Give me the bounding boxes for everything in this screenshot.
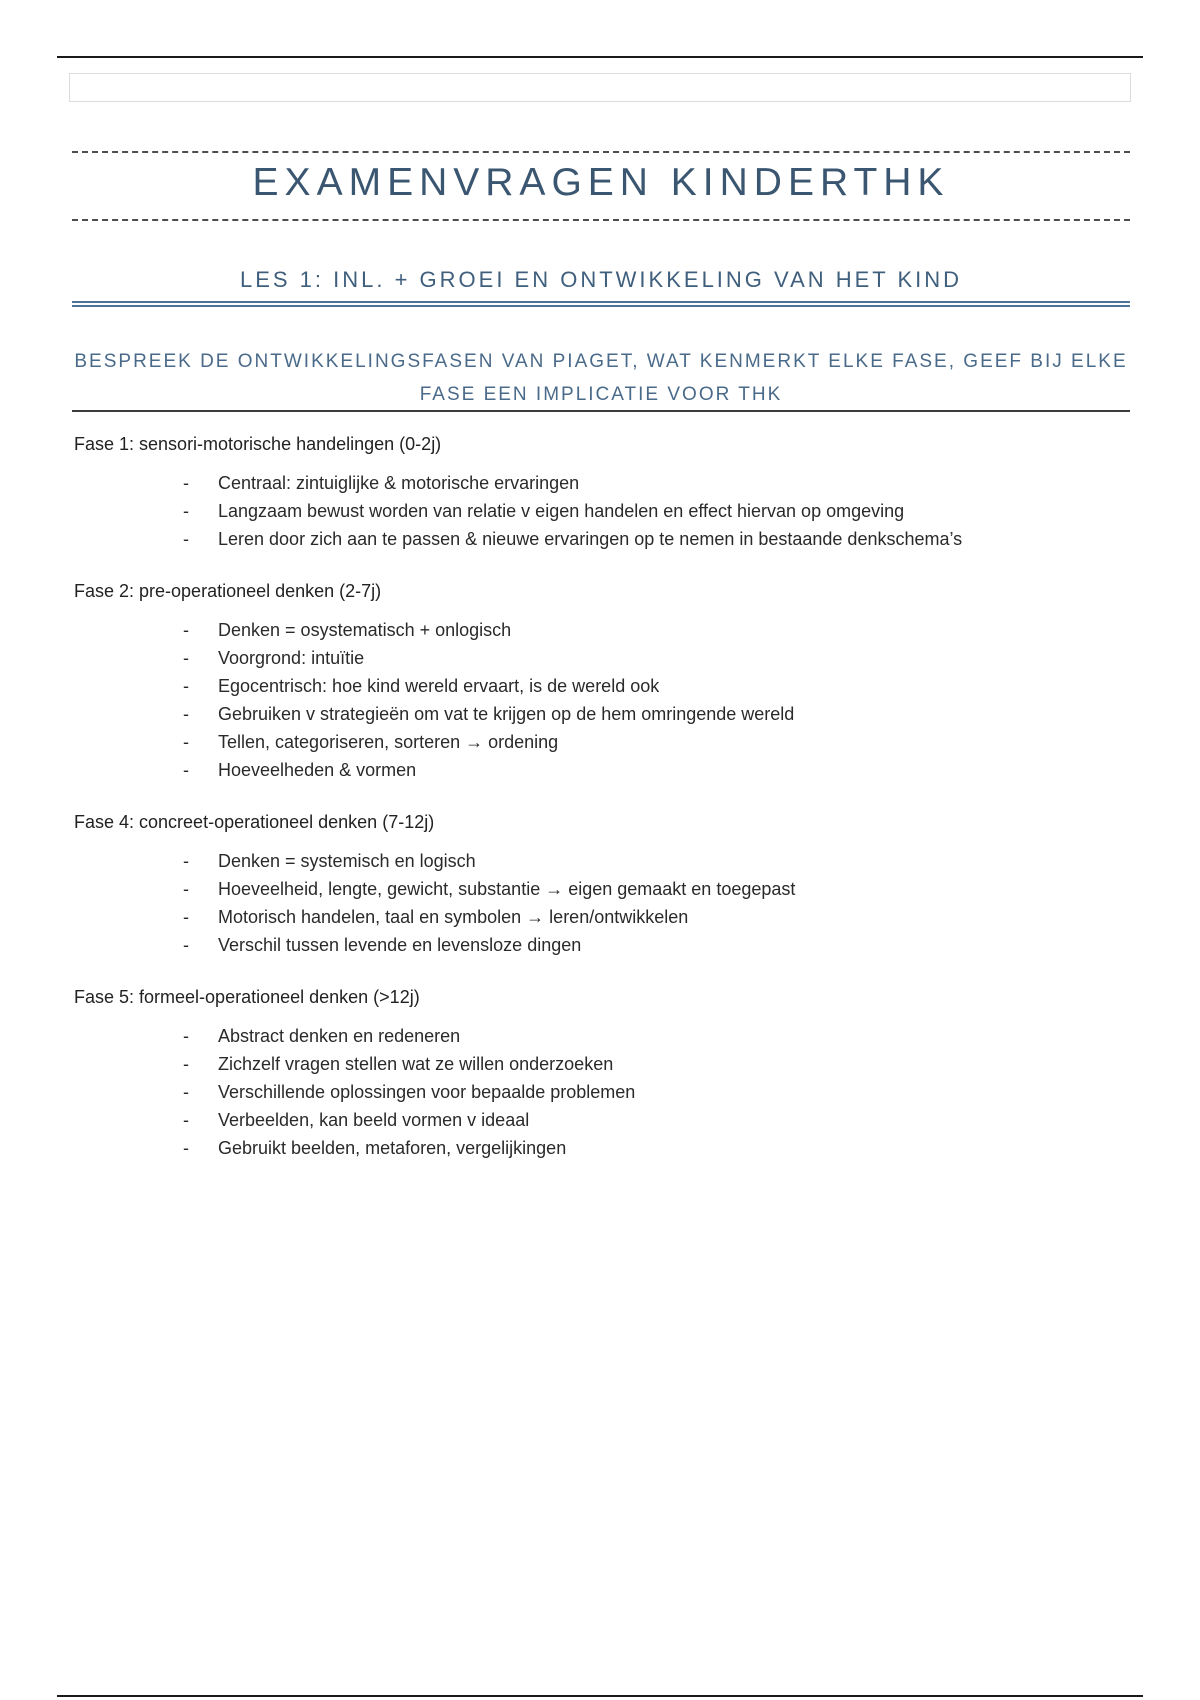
bullet-dash: -	[183, 676, 189, 696]
document-title: EXAMENVRAGEN KINDERTHK	[252, 161, 950, 204]
list-item-text: Leren door zich aan te passen & nieuwe ervaringen op te nemen in bestaande denkschema’s	[218, 529, 963, 549]
bullet-dash: -	[183, 1110, 189, 1130]
list-item-text: Gebruikt beelden, metaforen, vergelijkingen	[218, 1138, 567, 1158]
question-heading	[72, 345, 1130, 411]
bullet-dash: -	[183, 760, 189, 780]
list-item-text: Denken = systemisch en logisch	[218, 851, 476, 871]
page-top-rule	[57, 56, 1143, 58]
bullet-dash: -	[183, 1026, 189, 1046]
lesson-heading: LES 1: INL. + GROEI EN ONTWIKKELING VAN HET KIND	[239, 267, 963, 292]
list-item	[74, 1022, 1124, 1050]
phase-bullet-list	[74, 1022, 1124, 1162]
list-item	[74, 847, 1124, 875]
list-item-text: Langzaam bewust worden van relatie v eigen handelen en effect hiervan op omgeving	[218, 501, 905, 521]
phase-section	[74, 810, 1124, 959]
list-item	[74, 525, 1124, 553]
list-item	[74, 616, 1124, 644]
list-item	[74, 903, 1124, 931]
lesson-heading-double-rule	[72, 301, 1130, 307]
question-line-1: BESPREEK DE ONTWIKKELINGSFASEN VAN PIAGET, WAT KENMERKT ELKE FASE, GEEF BIJ ELKE	[74, 351, 1128, 372]
list-item-text: Motorisch handelen, taal en symbolen → leren/ontwikkelen	[218, 907, 689, 927]
list-item-text: Hoeveelheid, lengte, gewicht, substantie → eigen gemaakt en toegepast	[218, 879, 796, 899]
phase-bullet-list	[74, 616, 1124, 784]
title-dashed-rule-top	[72, 151, 1130, 153]
phase-bullet-list	[74, 847, 1124, 959]
bullet-dash: -	[183, 1054, 189, 1074]
list-item	[74, 728, 1124, 756]
bullet-dash: -	[183, 1082, 189, 1102]
phase-title: Fase 2: pre-operationeel denken (2-7j)	[74, 581, 382, 601]
bullet-dash: -	[183, 704, 189, 724]
list-item	[74, 672, 1124, 700]
list-item-text: Voorgrond: intuïtie	[218, 648, 365, 668]
phase-title: Fase 1: sensori-motorische handelingen (0-2j)	[74, 434, 442, 454]
phase-title: Fase 4: concreet-operationeel denken (7-12j)	[74, 812, 435, 832]
list-item	[74, 497, 1124, 525]
question-line-2: FASE EEN IMPLICATIE VOOR THK	[419, 384, 783, 405]
list-item	[74, 1078, 1124, 1106]
bullet-dash: -	[183, 879, 189, 899]
list-item	[74, 1134, 1124, 1162]
list-item-text: Gebruiken v strategieën om vat te krijgen op de hem omringende wereld	[218, 704, 795, 724]
phase-section	[74, 579, 1124, 784]
list-item	[74, 1050, 1124, 1078]
list-item-text: Abstract denken en redeneren	[218, 1026, 461, 1046]
bullet-dash: -	[183, 907, 189, 927]
phase-section	[74, 432, 1124, 553]
list-item-text: Denken = osystematisch + onlogisch	[218, 620, 512, 640]
bullet-dash: -	[183, 620, 189, 640]
bullet-dash: -	[183, 529, 189, 549]
list-item	[74, 469, 1124, 497]
list-item	[74, 875, 1124, 903]
bullet-dash: -	[183, 935, 189, 955]
phase-title: Fase 5: formeel-operationeel denken (>12j)	[74, 987, 420, 1007]
bullet-dash: -	[183, 1138, 189, 1158]
list-item	[74, 756, 1124, 784]
list-item	[74, 644, 1124, 672]
bullet-dash: -	[183, 501, 189, 521]
bullet-dash: -	[183, 851, 189, 871]
phase-section	[74, 985, 1124, 1162]
list-item-text: Zichzelf vragen stellen wat ze willen onderzoeken	[218, 1054, 614, 1074]
phase-bullet-list	[74, 469, 1124, 553]
list-item-text: Tellen, categoriseren, sorteren → ordening	[218, 732, 559, 752]
title-dashed-rule-bottom	[72, 219, 1130, 221]
page-bottom-rule	[57, 1695, 1143, 1697]
page-header-box	[69, 73, 1131, 102]
bullet-dash: -	[183, 473, 189, 493]
list-item-text: Egocentrisch: hoe kind wereld ervaart, is de wereld ook	[218, 676, 660, 696]
bullet-dash: -	[183, 648, 189, 668]
list-item	[74, 1106, 1124, 1134]
list-item-text: Centraal: zintuiglijke & motorische ervaringen	[218, 473, 580, 493]
bullet-dash: -	[183, 732, 189, 752]
list-item-text: Verschillende oplossingen voor bepaalde problemen	[218, 1082, 636, 1102]
list-item-text: Hoeveelheden & vormen	[218, 760, 417, 780]
list-item	[74, 700, 1124, 728]
list-item-text: Verbeelden, kan beeld vormen v ideaal	[218, 1110, 530, 1130]
phases-content	[74, 432, 1124, 1188]
question-heading-rule	[72, 410, 1130, 412]
list-item	[74, 931, 1124, 959]
list-item-text: Verschil tussen levende en levensloze dingen	[218, 935, 582, 955]
